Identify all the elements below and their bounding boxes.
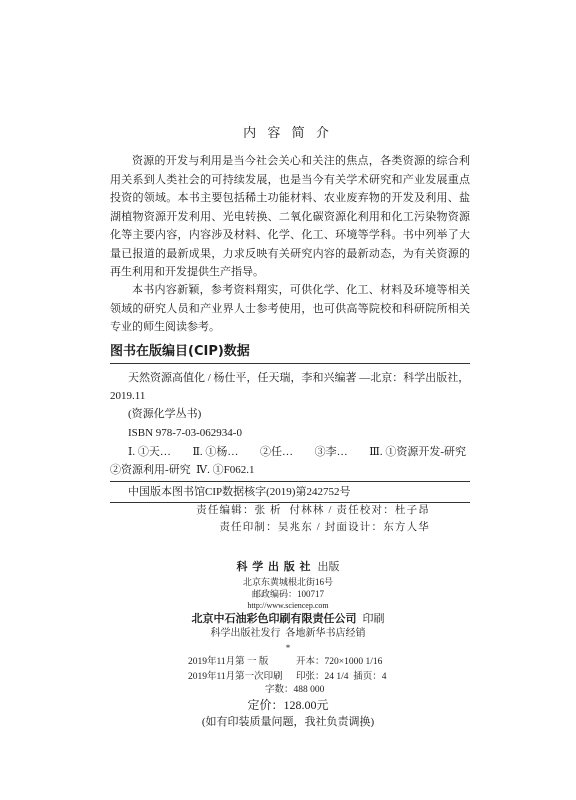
intro-paragraph-line: 量已报道的最新成果，力求反映有关研究内容的最新动态，为有关资源的	[110, 247, 470, 260]
cip-title-text: 天然资源高值化 / 杨仕平，任天瑞，李和兴编著 —北京：科学出版社，	[128, 372, 470, 384]
credits-production	[219, 520, 430, 536]
cip-title-line	[128, 369, 469, 387]
cip-subject-item: Ⅱ. ①杨…	[192, 446, 239, 458]
cip-date-text: 2019.11	[110, 390, 146, 402]
price	[0, 697, 576, 714]
intro-paragraph-line: 本书内容新颖，参考资料翔实，可供化学、化工、材料及环境等相关	[132, 284, 470, 296]
edition-date: 2019年11月第 一 版	[188, 657, 269, 667]
word-count-text: 字数：488 000	[265, 685, 325, 695]
intro-paragraph-line: 投资的领域。本书主要包括稀土功能材料、农业废弃物的开发及利用、盐	[110, 192, 470, 204]
publisher-website-text: http://www.sciencep.com	[247, 601, 329, 610]
publisher-postcode-text: 邮政编码：100717	[251, 589, 324, 599]
credits-editors	[196, 503, 430, 519]
publisher-postcode	[0, 588, 576, 600]
distribution-text: 科学出版社发行 各地新华书店经销	[210, 628, 366, 639]
word-count	[265, 683, 324, 697]
publisher-address-text: 北京东黄城根北街16号	[242, 577, 333, 587]
print-sheets: 印张：24 1/4 插页：4	[296, 672, 387, 682]
publisher-role: 出版	[317, 561, 340, 573]
intro-paragraph-2	[110, 281, 470, 337]
cip-subject-item: ②任…	[260, 446, 294, 458]
price-text: 定价：128.00元	[247, 698, 329, 712]
printing-date: 2019年11月第一次印刷	[188, 672, 283, 682]
edition-row	[188, 655, 382, 669]
intro-paragraph-line: 化等主要内容，内容涉及材料、化学、化工、环境等学科。书中列举了大	[110, 229, 470, 241]
intro-paragraph-line: 湖植物资源开发利用、光电转换、二氧化碳资源化利用和化工污染物资源	[110, 210, 470, 223]
cip-middle-rule	[110, 481, 470, 482]
credits-production-text: 责任印制：吴兆东 / 封面设计：东方人华	[219, 522, 430, 533]
cip-subjects-line-2	[110, 461, 255, 479]
cip-isbn-text: ISBN 978-7-03-062934-0	[128, 427, 242, 439]
printer-role: 印刷	[362, 613, 385, 625]
cip-date-line	[110, 387, 145, 405]
intro-paragraph-line: 领域的研究人员和产业界人士参考使用，也可供高等院校和科研院所相关	[110, 302, 470, 315]
quality-notice-text: (如有印装质量问题，我社负责调换)	[201, 716, 375, 728]
intro-paragraph-1	[110, 152, 470, 282]
cip-top-rule	[110, 363, 470, 364]
page-format: 开本：720×1000 1/16	[296, 657, 383, 667]
cip-subject-item: Ⅲ. ①资源开发-研究	[369, 446, 466, 458]
credits-editors-text: 责任编辑：张 析 付林林 / 责任校对：杜子昂	[196, 505, 430, 516]
quality-notice	[0, 714, 576, 730]
printing-row	[188, 670, 387, 684]
intro-title: 内 容 简 介	[243, 125, 333, 140]
intro-paragraph-line: 用关系到人类社会的可持续发展，也是当今有关学术研究和产业发展重点	[110, 173, 470, 186]
cip-isbn	[128, 424, 242, 442]
publisher-name: 科 学 出 版 社	[236, 561, 312, 573]
cip-header: 图书在版编目(CIP)数据	[110, 344, 250, 359]
printer-line	[0, 611, 576, 627]
cip-subjects-text: ②资源利用-研究 Ⅳ. ①F062.1	[110, 464, 255, 476]
cip-series-text: (资源化学丛书)	[128, 408, 202, 420]
publisher-address	[0, 576, 576, 588]
cip-series	[128, 405, 201, 423]
printer-name: 北京中石油彩色印刷有限责任公司	[191, 612, 357, 625]
publisher-line	[0, 559, 576, 575]
cip-subjects-line-1	[128, 443, 466, 461]
cip-record-text: 中国版本图书馆CIP数据核字(2019)第242752号	[128, 486, 351, 498]
separator-text: *	[285, 643, 291, 653]
cip-subject-item: ③李…	[314, 446, 348, 458]
cip-subject-item: Ⅰ. ①天…	[128, 446, 171, 458]
intro-paragraph-line: 资源的开发与利用是当今社会关心和关注的焦点，各类资源的综合利	[132, 155, 470, 167]
intro-paragraph-line: 专业的师生阅读参考。	[110, 321, 220, 333]
intro-paragraph-line: 再生利用和开发提供生产指导。	[110, 266, 264, 278]
cip-record-number	[128, 483, 350, 501]
distribution-line	[0, 626, 576, 642]
separator-asterisk	[0, 642, 576, 654]
